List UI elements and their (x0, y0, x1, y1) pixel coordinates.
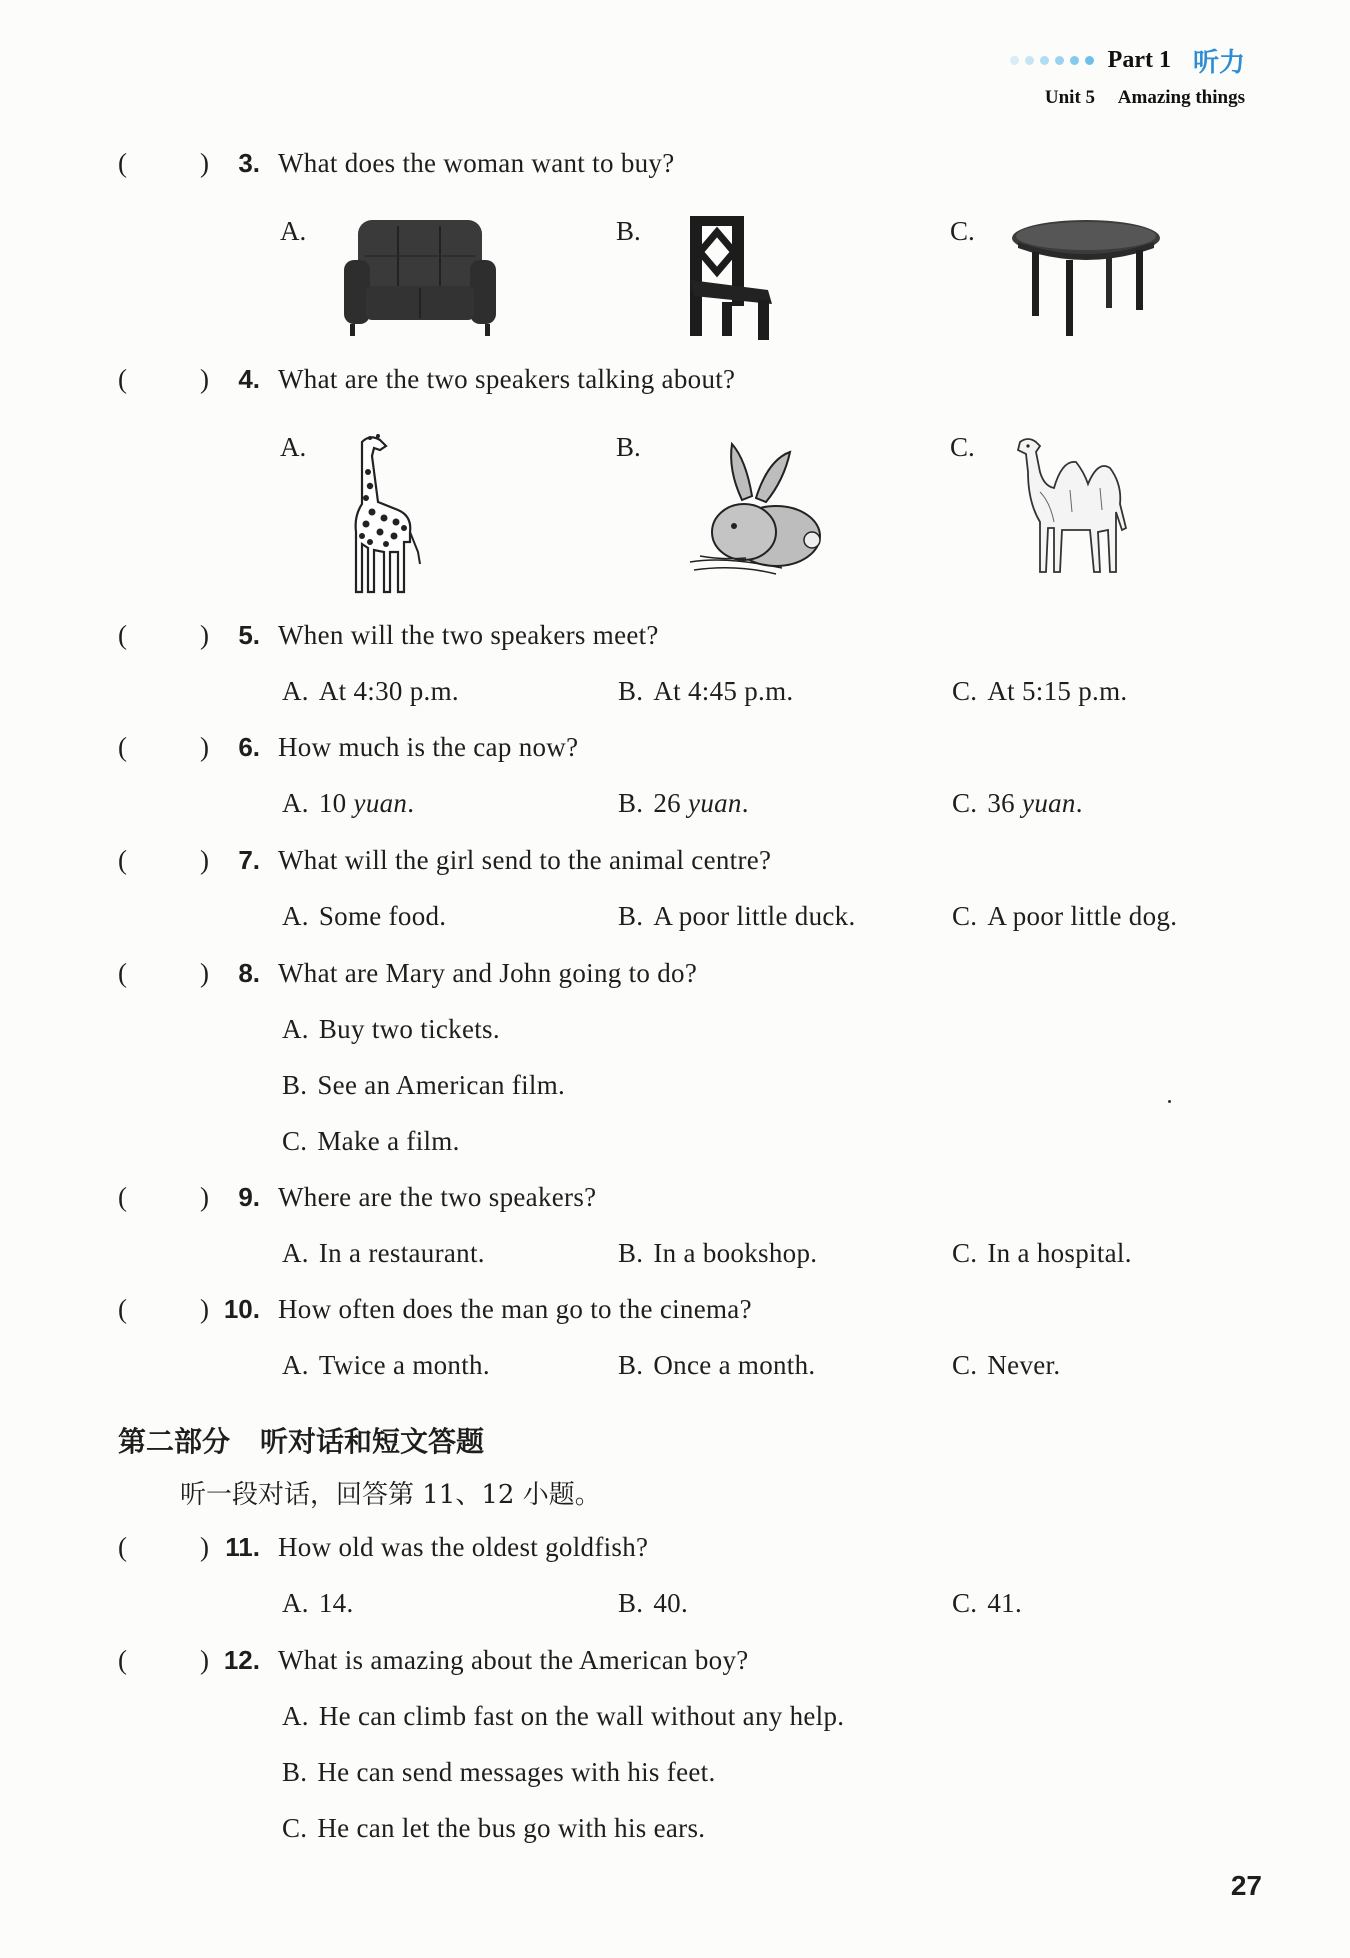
option-letter: A. (282, 1014, 309, 1044)
option-a (282, 788, 414, 819)
option-a (282, 1588, 354, 1619)
option-letter: C. (952, 1588, 978, 1618)
rabbit-icon (686, 440, 826, 580)
option-text: Never. (987, 1350, 1061, 1380)
option-a (282, 901, 446, 932)
answer-paren-right: ) (200, 148, 209, 178)
currency-unit: yuan (353, 788, 408, 818)
option-letter: A. (282, 1238, 309, 1268)
option-letter: C. (950, 216, 975, 246)
answer-paren-left: ( (118, 958, 127, 988)
currency-unit: yuan (688, 788, 742, 818)
option-text: He can climb fast on the wall without any help. (318, 1701, 845, 1731)
option-text: 26 (653, 788, 681, 818)
option-text: 40. (653, 1588, 689, 1618)
option-letter: C. (952, 676, 978, 706)
part-label: Part 1 (1107, 47, 1171, 73)
giraffe-icon (340, 432, 430, 602)
option-c (282, 1813, 705, 1844)
section-number: 第二部分 (118, 1425, 231, 1458)
option-b (618, 1588, 688, 1619)
option-text: 14. (318, 1588, 354, 1618)
question-number: 9. (238, 1182, 260, 1212)
camel-icon (1010, 432, 1140, 582)
option-letter: C. (950, 432, 975, 462)
option-letter: B. (618, 676, 644, 706)
option-text: He can let the bus go with his ears. (317, 1813, 706, 1843)
question-text: When will the two speakers meet? (278, 620, 659, 650)
option-letter: C. (282, 1813, 308, 1843)
option-letter: A. (280, 216, 307, 246)
question-text: How much is the cap now? (278, 732, 579, 762)
option-letter: A. (282, 676, 309, 706)
unit-title: Amazing things (1117, 87, 1245, 108)
option-letter: A. (282, 1588, 309, 1618)
page-number: 27 (1230, 1870, 1262, 1901)
section-title (118, 1420, 484, 1460)
option-c (952, 1238, 1132, 1269)
option-c (282, 1126, 460, 1157)
option-a (282, 1350, 490, 1381)
unit-label: Unit 5 (1044, 87, 1096, 108)
option-period: . (1075, 788, 1083, 818)
option-text: At 4:45 p.m. (653, 676, 794, 706)
option-c (952, 788, 1083, 819)
question-text: What is amazing about the American boy? (278, 1645, 749, 1675)
option-text: 41. (987, 1588, 1023, 1618)
question-number: 7. (238, 845, 260, 875)
section-label: 听力 (1192, 48, 1245, 78)
option-c (950, 216, 1200, 346)
option-letter: B. (616, 432, 641, 462)
section-instruction: 听一段对话，回答第 11、12 小题。 (180, 1480, 601, 1510)
question-text: How often does the man go to the cinema? (278, 1294, 752, 1324)
option-b (282, 1757, 716, 1788)
table-icon (1006, 216, 1166, 341)
question-text: What does the woman want to buy? (278, 148, 675, 178)
option-c (950, 432, 1170, 592)
question-number: 6. (238, 732, 260, 762)
option-letter: C. (952, 1238, 978, 1268)
option-b (618, 676, 793, 707)
option-text: A poor little duck. (653, 901, 856, 931)
option-text: At 4:30 p.m. (318, 676, 459, 706)
question-text: What are Mary and John going to do? (278, 958, 698, 988)
answer-paren-right: ) (200, 1645, 209, 1675)
option-letter: B. (618, 1350, 644, 1380)
question-text: How old was the oldest goldfish? (278, 1532, 649, 1562)
question-text: What will the girl send to the animal centre? (278, 845, 772, 875)
answer-paren-left: ( (118, 1294, 127, 1324)
option-text: Make a film. (317, 1126, 460, 1156)
option-a (282, 1238, 485, 1269)
question-number: 5. (238, 620, 260, 650)
option-letter: A. (282, 901, 309, 931)
option-text: Once a month. (653, 1350, 816, 1380)
sofa-icon (340, 216, 500, 341)
option-b (616, 216, 816, 346)
answer-paren-right: ) (200, 1294, 209, 1324)
option-text: At 5:15 p.m. (987, 676, 1128, 706)
option-c (952, 901, 1177, 932)
answer-paren-right: ) (200, 364, 209, 394)
question-number: 4. (238, 364, 260, 394)
option-letter: B. (282, 1070, 308, 1100)
answer-paren-left: ( (118, 148, 127, 178)
option-a (280, 432, 480, 602)
option-text: A poor little dog. (987, 901, 1178, 931)
question-text: What are the two speakers talking about? (278, 364, 736, 394)
answer-paren-right: ) (200, 1532, 209, 1562)
option-letter: A. (282, 788, 309, 818)
option-a (282, 1701, 844, 1732)
option-text: See an American film. (317, 1070, 566, 1100)
option-c (952, 1588, 1022, 1619)
option-text: In a restaurant. (318, 1238, 485, 1268)
answer-paren-right: ) (200, 1182, 209, 1212)
option-letter: B. (618, 788, 644, 818)
option-text: Some food. (318, 901, 447, 931)
option-b (618, 901, 856, 932)
print-speck (1168, 1100, 1171, 1103)
decorative-dots (1010, 56, 1094, 65)
option-letter: B. (618, 1588, 644, 1618)
option-text: He can send messages with his feet. (317, 1757, 716, 1787)
answer-paren-left: ( (118, 620, 127, 650)
option-b (618, 788, 749, 819)
option-text: In a bookshop. (653, 1238, 818, 1268)
option-period: . (407, 788, 415, 818)
option-b (616, 432, 836, 582)
option-letter: C. (952, 788, 978, 818)
option-a (282, 676, 459, 707)
option-c (952, 1350, 1060, 1381)
option-c (952, 676, 1127, 707)
option-text: In a hospital. (987, 1238, 1132, 1268)
answer-paren-right: ) (200, 958, 209, 988)
option-letter: B. (282, 1757, 308, 1787)
answer-paren-left: ( (118, 364, 127, 394)
option-text: Buy two tickets. (318, 1014, 500, 1044)
option-letter: B. (616, 216, 641, 246)
option-letter: A. (282, 1350, 309, 1380)
option-letter: C. (952, 901, 978, 931)
option-b (282, 1070, 565, 1101)
option-b (618, 1350, 815, 1381)
chair-icon (672, 214, 792, 344)
question-text: Where are the two speakers? (278, 1182, 597, 1212)
question-number: 12. (223, 1645, 260, 1675)
answer-paren-right: ) (200, 620, 209, 650)
answer-paren-left: ( (118, 732, 127, 762)
option-a (282, 1014, 500, 1045)
option-text: 10 (318, 788, 347, 818)
option-letter: A. (280, 432, 307, 462)
answer-paren-left: ( (118, 1532, 127, 1562)
option-a (280, 216, 520, 346)
question-number: 11. (225, 1532, 260, 1562)
page-header (1010, 42, 1245, 109)
option-period: . (741, 788, 749, 818)
question-number: 10. (223, 1294, 260, 1324)
option-b (618, 1238, 817, 1269)
question-number: 8. (238, 958, 260, 988)
option-text: 36 (987, 788, 1015, 818)
section-name: 听对话和短文答题 (260, 1425, 485, 1458)
question-number: 3. (238, 148, 260, 178)
answer-paren-left: ( (118, 1645, 127, 1675)
option-text: Twice a month. (318, 1350, 490, 1380)
answer-paren-right: ) (200, 732, 209, 762)
currency-unit: yuan (1022, 788, 1076, 818)
option-letter: C. (952, 1350, 978, 1380)
option-letter: C. (282, 1126, 308, 1156)
answer-paren-right: ) (200, 845, 209, 875)
answer-paren-left: ( (118, 1182, 127, 1212)
option-letter: B. (618, 901, 644, 931)
answer-paren-left: ( (118, 845, 127, 875)
option-letter: B. (618, 1238, 644, 1268)
option-letter: A. (282, 1701, 309, 1731)
